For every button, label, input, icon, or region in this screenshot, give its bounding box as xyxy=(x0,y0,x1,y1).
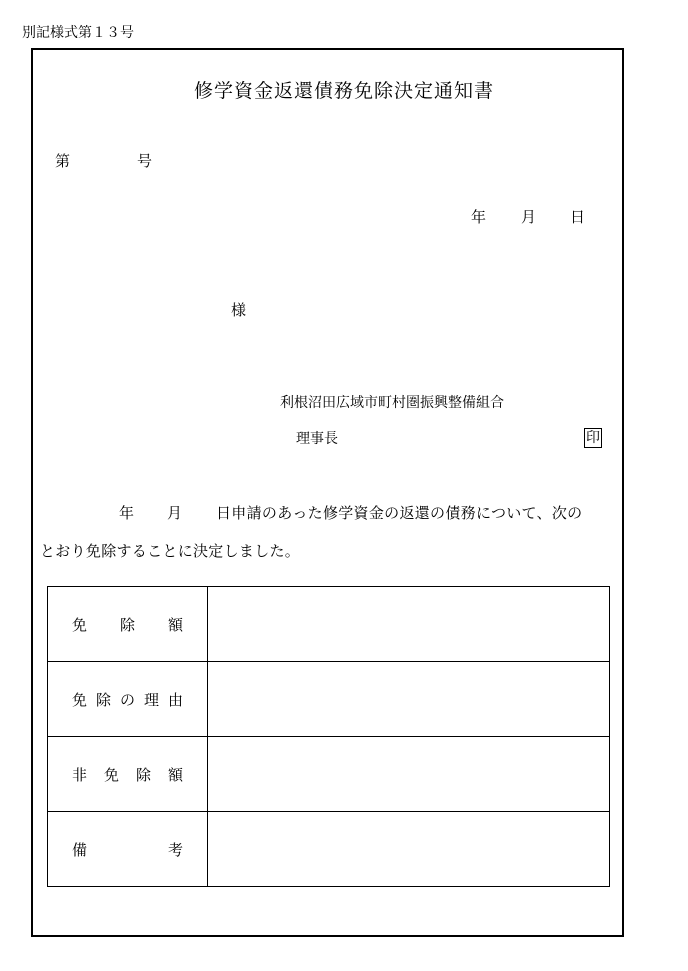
seal-mark: 印 xyxy=(586,430,600,446)
row-label-char: 理 xyxy=(143,690,159,709)
table-row xyxy=(48,812,610,887)
row-label-char: 非 xyxy=(72,765,88,784)
row-label-char: 免 xyxy=(72,615,88,634)
body-text-line1: 日申請のあった修学資金の返還の債務について、次の xyxy=(216,504,583,522)
row-label-cell xyxy=(48,662,208,737)
date-year: 年 xyxy=(471,208,487,226)
row-label-char: の xyxy=(119,690,135,709)
body-month: 月 xyxy=(167,504,183,522)
body-year: 年 xyxy=(119,504,135,522)
row-label-char: 額 xyxy=(167,615,183,634)
document-title: 修学資金返還債務免除決定通知書 xyxy=(193,80,494,102)
number-prefix: 第 xyxy=(55,152,71,170)
row-label-char: 免 xyxy=(103,765,119,784)
row-value-cell[interactable] xyxy=(208,812,610,887)
row-label-char: 除 xyxy=(95,690,111,709)
date-day: 日 xyxy=(570,208,586,226)
row-label-cell xyxy=(48,737,208,812)
body-text-line2: とおり免除することに決定しました。 xyxy=(40,542,301,560)
table-row xyxy=(48,737,610,812)
recipient-honorific: 様 xyxy=(231,301,247,319)
row-label-char: 考 xyxy=(167,840,183,859)
row-label xyxy=(48,839,207,860)
row-value-cell[interactable] xyxy=(208,587,610,662)
issuer-title: 理事長 xyxy=(296,431,338,447)
row-label-cell xyxy=(48,587,208,662)
row-label-char: 額 xyxy=(167,765,183,784)
exemption-table xyxy=(47,586,610,887)
row-label-char: 由 xyxy=(167,690,183,709)
row-label-char: 除 xyxy=(119,615,135,634)
row-label-char: 除 xyxy=(135,765,151,784)
number-suffix: 号 xyxy=(137,152,153,170)
row-label xyxy=(48,764,207,785)
form-number: 別記様式第１３号 xyxy=(22,25,134,41)
issuer-organization: 利根沼田広域市町村圏振興整備組合 xyxy=(280,395,504,411)
table-row xyxy=(48,587,610,662)
row-label xyxy=(48,689,207,710)
date-month: 月 xyxy=(521,208,537,226)
row-label-cell xyxy=(48,812,208,887)
row-value-cell[interactable] xyxy=(208,737,610,812)
row-label-char: 備 xyxy=(72,840,88,859)
row-label xyxy=(48,614,207,635)
row-label-char: 免 xyxy=(72,690,88,709)
table-row xyxy=(48,662,610,737)
row-value-cell[interactable] xyxy=(208,662,610,737)
